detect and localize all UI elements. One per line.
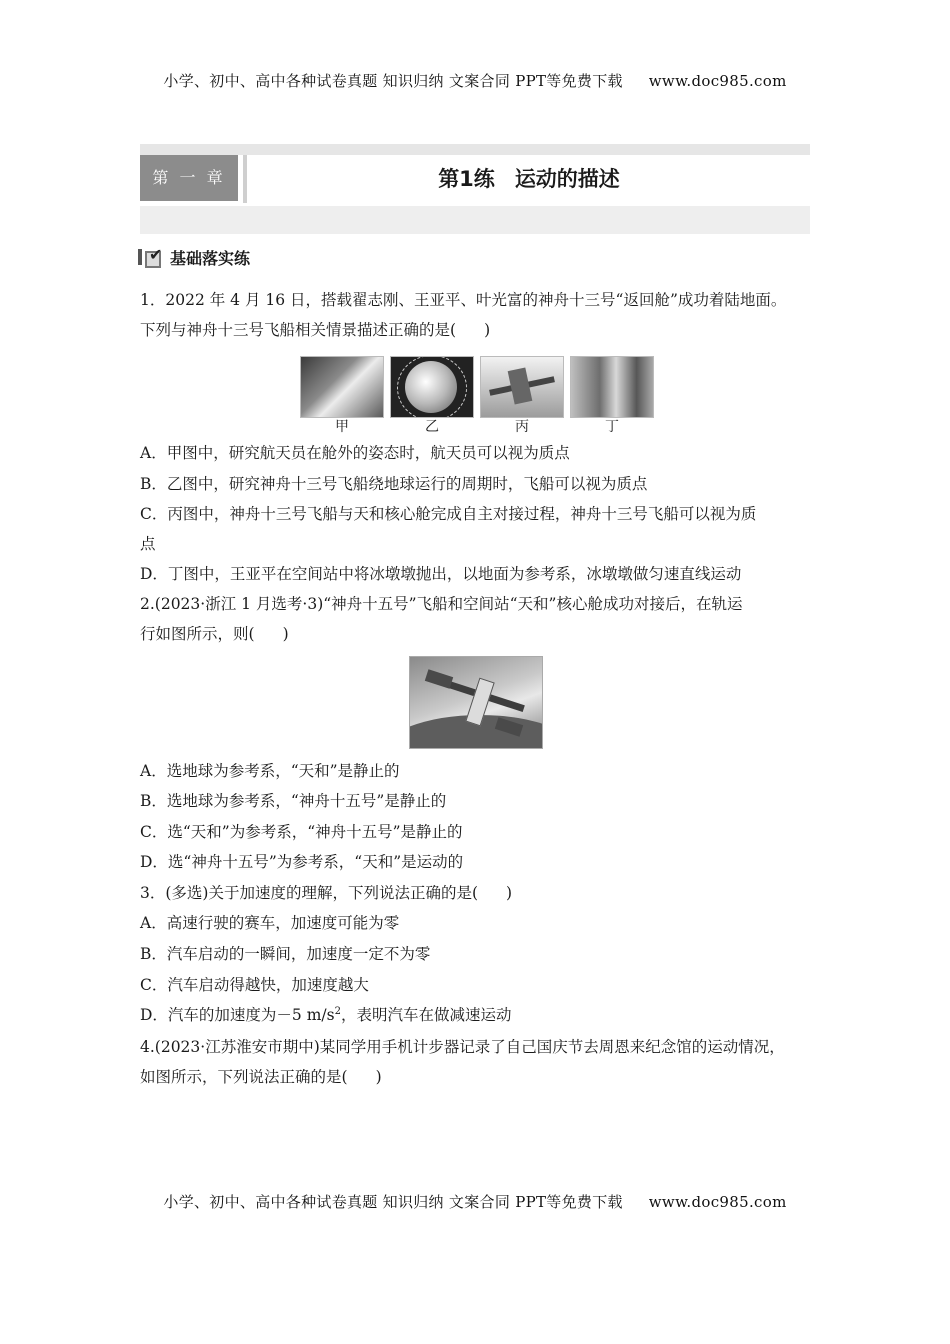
astronauts-cabin-image bbox=[570, 356, 654, 418]
q3-option-b: B．汽车启动的一瞬间，加速度一定不为零 bbox=[140, 945, 431, 963]
footer-text: 小学、初中、高中各种试卷真题 知识归纳 文案合同 PPT等免费下载 bbox=[163, 1193, 623, 1211]
earth-orbit-image bbox=[390, 356, 474, 418]
q1-option-b: B．乙图中，研究神舟十三号飞船绕地球运行的周期时，飞船可以视为质点 bbox=[140, 475, 648, 493]
header-url[interactable]: www.doc985.com bbox=[648, 72, 787, 90]
q2-stem-line2: 行如图所示，则( ) bbox=[140, 625, 289, 643]
superscript-2: 2 bbox=[334, 1005, 341, 1017]
q4-stem-line2: 如图所示，下列说法正确的是( ) bbox=[140, 1068, 382, 1086]
title-text: 运动的描述 bbox=[514, 167, 620, 191]
section-title: 基础落实练 bbox=[170, 248, 251, 268]
image-label: 乙 bbox=[425, 419, 439, 435]
q3-option-c: C．汽车启动得越快，加速度越大 bbox=[140, 976, 369, 994]
q2-option-a: A．选地球为参考系，“天和”是静止的 bbox=[140, 762, 400, 780]
docking-image bbox=[480, 356, 564, 418]
section-heading bbox=[138, 244, 250, 270]
q3-stem: 3．(多选)关于加速度的理解，下列说法正确的是( ) bbox=[140, 884, 513, 902]
q1-image-row bbox=[300, 356, 654, 418]
image-label: 丙 bbox=[515, 419, 529, 435]
q3-option-a: A．高速行驶的赛车，加速度可能为零 bbox=[140, 914, 400, 932]
space-station-image bbox=[409, 656, 543, 749]
q2-option-d: D．选“神舟十五号”为参考系，“天和”是运动的 bbox=[140, 853, 464, 871]
q1-stem-line1: 1．2022 年 4 月 16 日，搭载翟志刚、王亚平、叶光富的神舟十三号“返回舱”成功着陆地面。 bbox=[140, 291, 787, 309]
q1-option-d: D．丁图中，王亚平在空间站中将冰墩墩抛出，以地面为参考系，冰墩墩做匀速直线运动 bbox=[140, 565, 742, 583]
page-footer bbox=[0, 1191, 950, 1212]
image-label: 丁 bbox=[605, 419, 619, 435]
page-header bbox=[0, 70, 950, 91]
chapter-label: 第 一 章 bbox=[140, 155, 238, 201]
chapter-divider bbox=[243, 155, 247, 203]
q2-option-c: C．选“天和”为参考系，“神舟十五号”是静止的 bbox=[140, 823, 463, 841]
checkbox-icon: ✔ bbox=[138, 247, 162, 267]
q1-image-labels bbox=[300, 416, 654, 436]
title-number: 第1练 bbox=[438, 167, 495, 191]
chapter-title bbox=[248, 155, 810, 203]
q1-option-a: A．甲图中，研究航天员在舱外的姿态时，航天员可以视为质点 bbox=[140, 444, 570, 462]
footer-url[interactable]: www.doc985.com bbox=[648, 1193, 787, 1211]
astronaut-eva-image bbox=[300, 356, 384, 418]
q2-stem-line1: 2.(2023·浙江 1 月选考·3)“神舟十五号”飞船和空间站“天和”核心舱成功对接后，在轨运 bbox=[140, 595, 743, 613]
q4-stem-line1: 4.(2023·江苏淮安市期中)某同学用手机计步器记录了自己国庆节去周恩来纪念馆的运动情况， bbox=[140, 1038, 785, 1056]
q1-option-c: C．丙图中，神舟十三号飞船与天和核心舱完成自主对接过程，神舟十三号飞船可以视为质 bbox=[140, 505, 757, 523]
q1-option-c-cont: 点 bbox=[140, 535, 156, 553]
header-text: 小学、初中、高中各种试卷真题 知识归纳 文案合同 PPT等免费下载 bbox=[163, 72, 623, 90]
image-label: 甲 bbox=[335, 419, 349, 435]
q2-option-b: B．选地球为参考系，“神舟十五号”是静止的 bbox=[140, 792, 447, 810]
q3-option-d: D．汽车的加速度为－5 $m/s^2$，表明汽车在做减速运动 bbox=[140, 1005, 512, 1024]
q1-stem-line2: 下列与神舟十三号飞船相关情景描述正确的是( ) bbox=[140, 321, 491, 339]
